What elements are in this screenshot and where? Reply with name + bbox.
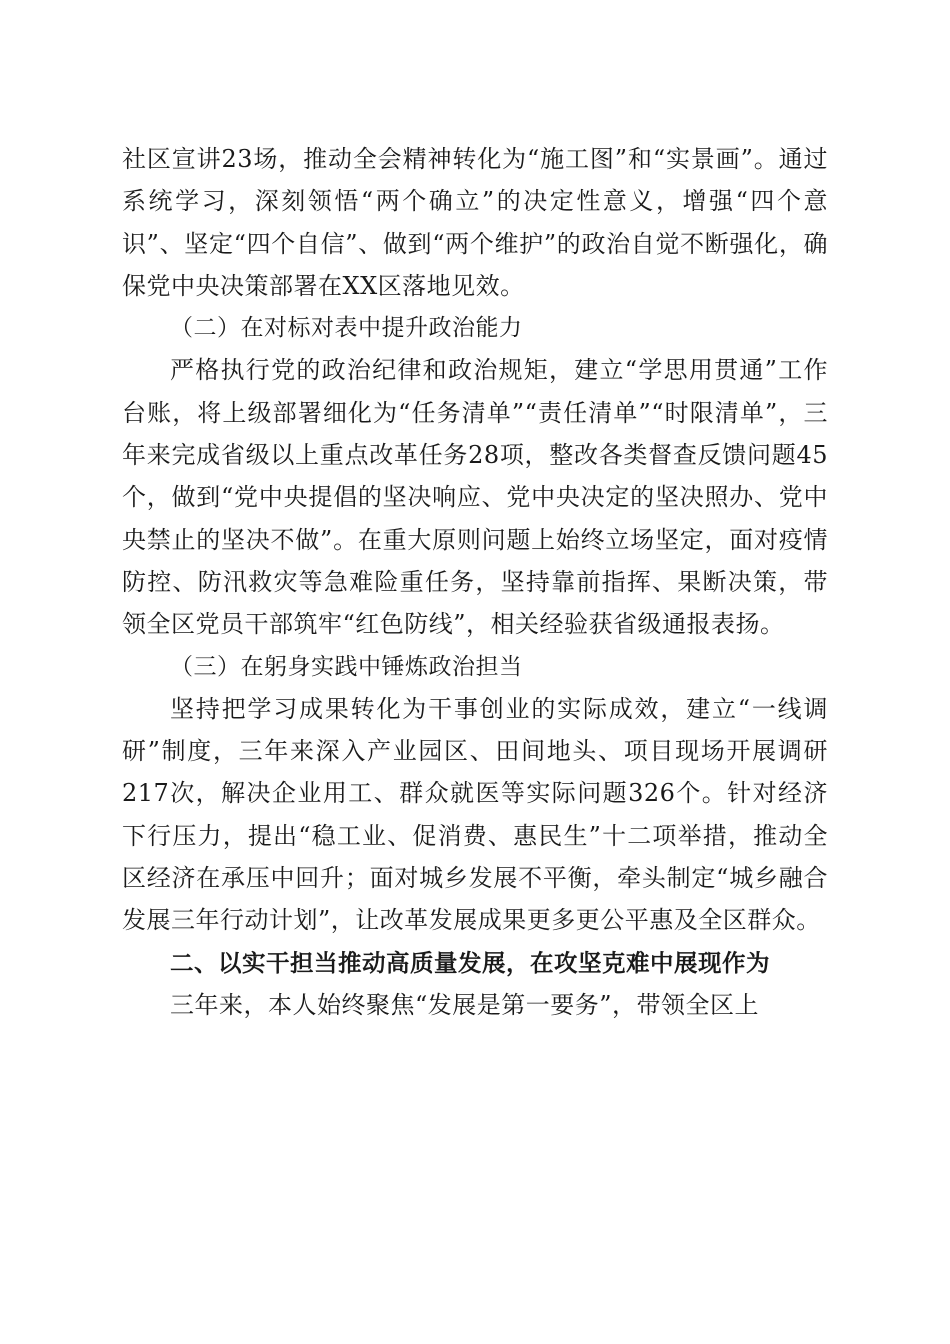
document-body	[122, 138, 828, 1026]
section-3-title: （三）在躬身实践中锤炼政治担当	[170, 653, 523, 680]
section-3-paragraph: 坚持把学习成果转化为干事创业的实际成效，建立“一线调研”制度，三年来深入产业园区、田间地头、项目现场开展调研217次，解决企业用工、群众就医等实际问题326个。针对经济下行压力，提出“稳工业、促消费、惠民生”十二项举措，推动全区经济在承压中回升；面对城乡发展不平衡，牵头制定“城乡融合发展三年行动计划”，让改革发展成果更多更公平惠及全区群众。	[122, 694, 828, 935]
section-2-title: （二）在对标对表中提升政治能力	[170, 315, 523, 342]
chapter-2-title: 二、以实干担当推动高质量发展，在攻坚克难中展现作为	[170, 948, 770, 977]
chapter-2-paragraph: 三年来，本人始终聚焦“发展是第一要务”，带领全区上	[170, 990, 760, 1019]
paragraph-intro-continued: 社区宣讲23场，推动全会精神转化为“施工图”和“实景画”。通过系统学习，深刻领悟“两个确立”的决定性意义，增强“四个意识”、坚定“四个自信”、做到“两个维护”的政治自觉不断强化，确保党中央决策部署在XX区落地见效。	[122, 145, 828, 300]
section-2-paragraph: 严格执行党的政治纪律和政治规矩，建立“学思用贯通”工作台账，将上级部署细化为“任务清单”“责任清单”“时限清单”，三年来完成省级以上重点改革任务28项，整改各类督查反馈问题45个，做到“党中央提倡的坚决响应、党中央决定的坚决照办、党中央禁止的坚决不做”。在重大原则问题上始终立场坚定，面对疫情防控、防汛救灾等急难险重任务，坚持靠前指挥、果断决策，带领全区党员干部筑牢“红色防线”，相关经验获省级通报表扬。	[122, 356, 828, 639]
